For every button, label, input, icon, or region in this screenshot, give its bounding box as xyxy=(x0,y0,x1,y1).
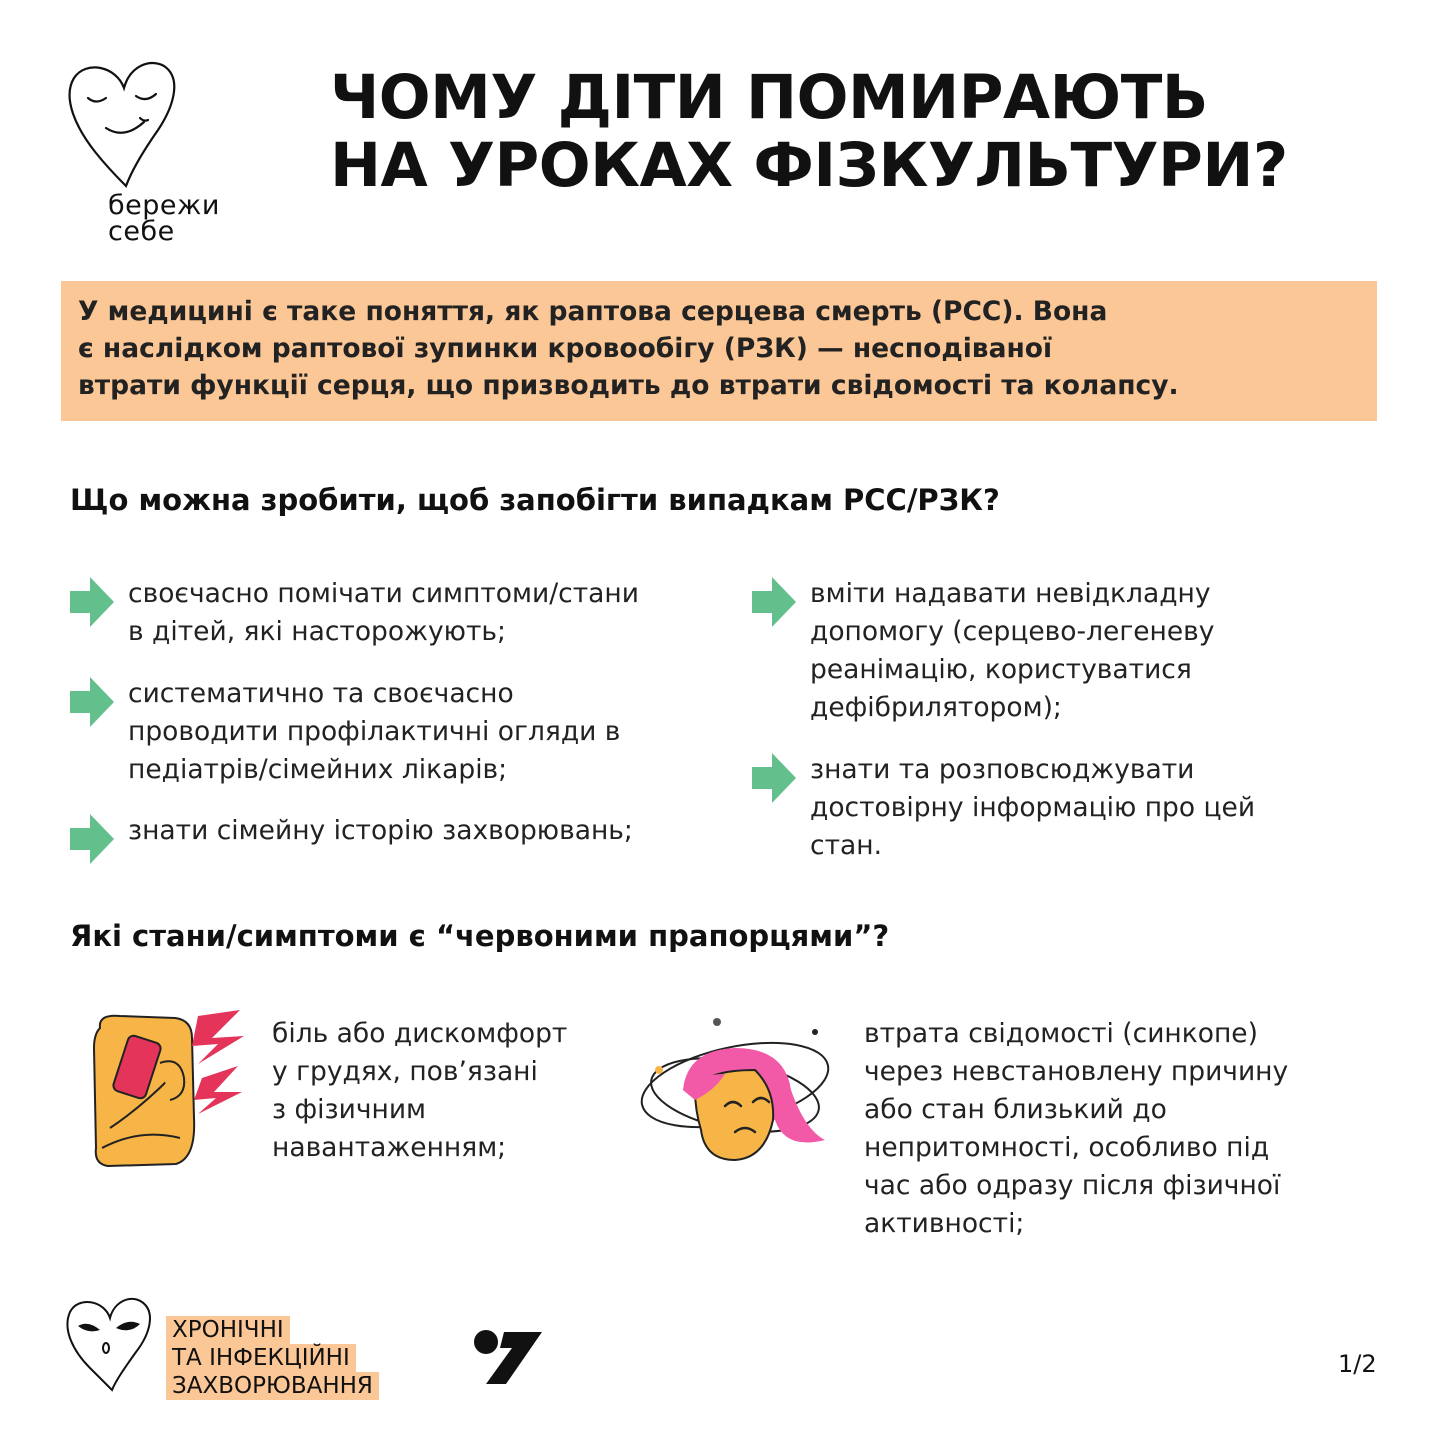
red-flag-item-line: активності; xyxy=(864,1208,1025,1239)
prevention-item-line: допомогу (серцево-легеневу xyxy=(810,616,1215,647)
arrow-right-icon xyxy=(70,677,114,727)
arrow-right-icon xyxy=(70,577,114,627)
footer-category-tag xyxy=(166,1316,379,1400)
prevention-item-line: своєчасно помічати симптоми/стани xyxy=(128,578,639,609)
prevention-item-line: знати та розповсюджувати xyxy=(810,754,1195,785)
red-flag-item-line: біль або дискомфорт xyxy=(272,1018,568,1049)
prevention-item-line: в дітей, які насторожують; xyxy=(128,616,506,647)
prevention-item-line: реанімацію, користуватися xyxy=(810,654,1192,685)
red-flag-item-line: через невстановлену причину xyxy=(864,1056,1289,1087)
alien-heart-icon xyxy=(66,1296,156,1392)
logo-text xyxy=(108,190,220,247)
red-flag-item xyxy=(864,1015,1288,1243)
partner-logo-icon xyxy=(470,1328,550,1388)
red-flag-item-line: втрата свідомості (синкопе) xyxy=(864,1018,1258,1049)
prevention-item-line: стан. xyxy=(810,830,882,861)
logo-line-1: бережи xyxy=(108,190,220,221)
prevention-item-line: достовірну інформацію про цей xyxy=(810,792,1256,823)
prevention-item-line: вміти надавати невідкладну xyxy=(810,578,1211,609)
title-line-1: ЧОМУ ДІТИ ПОМИРАЮТЬ xyxy=(330,62,1208,133)
footer-tag-line: ТА ІНФЕКЦІЙНІ xyxy=(166,1344,356,1372)
prevention-item-line: педіатрів/сімейних лікарів; xyxy=(128,754,508,785)
red-flag-item-line: час або одразу після фізичної xyxy=(864,1170,1281,1201)
red-flag-item-line: навантаженням; xyxy=(272,1132,507,1163)
prevention-item-line: знати сімейну історію захворювань; xyxy=(128,815,633,846)
page-title xyxy=(330,64,1390,200)
fainting-illustration-icon xyxy=(635,1010,835,1170)
red-flag-item-line: непритомності, особливо під xyxy=(864,1132,1270,1163)
prevention-heading: Що можна зробити, щоб запобігти випадкам РСС/РЗК? xyxy=(70,483,1000,517)
arrow-right-icon xyxy=(752,577,796,627)
red-flag-item-line: або стан близький до xyxy=(864,1094,1167,1125)
logo-line-2: себе xyxy=(108,216,175,247)
footer-tag-line: ЗАХВОРЮВАННЯ xyxy=(166,1372,379,1400)
title-line-2: НА УРОКАХ ФІЗКУЛЬТУРИ? xyxy=(330,130,1288,201)
brand-logo xyxy=(66,58,246,258)
prevention-item-line: дефібрилятором); xyxy=(810,692,1062,723)
chest-pain-illustration-icon xyxy=(80,1008,250,1173)
red-flags-heading: Які стани/симптоми є “червоними прапорцями”? xyxy=(70,919,890,953)
intro-line-2: є наслідком раптової зупинки кровообігу (РЗК) — несподіваної xyxy=(78,333,1053,364)
red-flag-item-line: з фізичним xyxy=(272,1094,427,1125)
red-flag-item xyxy=(272,1015,567,1167)
page-number: 1/2 xyxy=(1338,1350,1377,1378)
intro-line-1: У медицині є таке поняття, як раптова серцева смерть (РСС). Вона xyxy=(78,296,1108,327)
smiling-heart-icon xyxy=(66,58,186,188)
footer-tag-line: ХРОНІЧНІ xyxy=(166,1316,290,1344)
arrow-right-icon xyxy=(70,814,114,864)
arrow-right-icon xyxy=(752,753,796,803)
intro-callout xyxy=(61,281,1377,421)
intro-line-3: втрати функції серця, що призводить до втрати свідомості та колапсу. xyxy=(78,370,1179,401)
prevention-item-line: систематично та своєчасно xyxy=(128,678,514,709)
red-flag-item-line: у грудях, пов’язані xyxy=(272,1056,538,1087)
prevention-item-line: проводити профілактичні огляди в xyxy=(128,716,621,747)
